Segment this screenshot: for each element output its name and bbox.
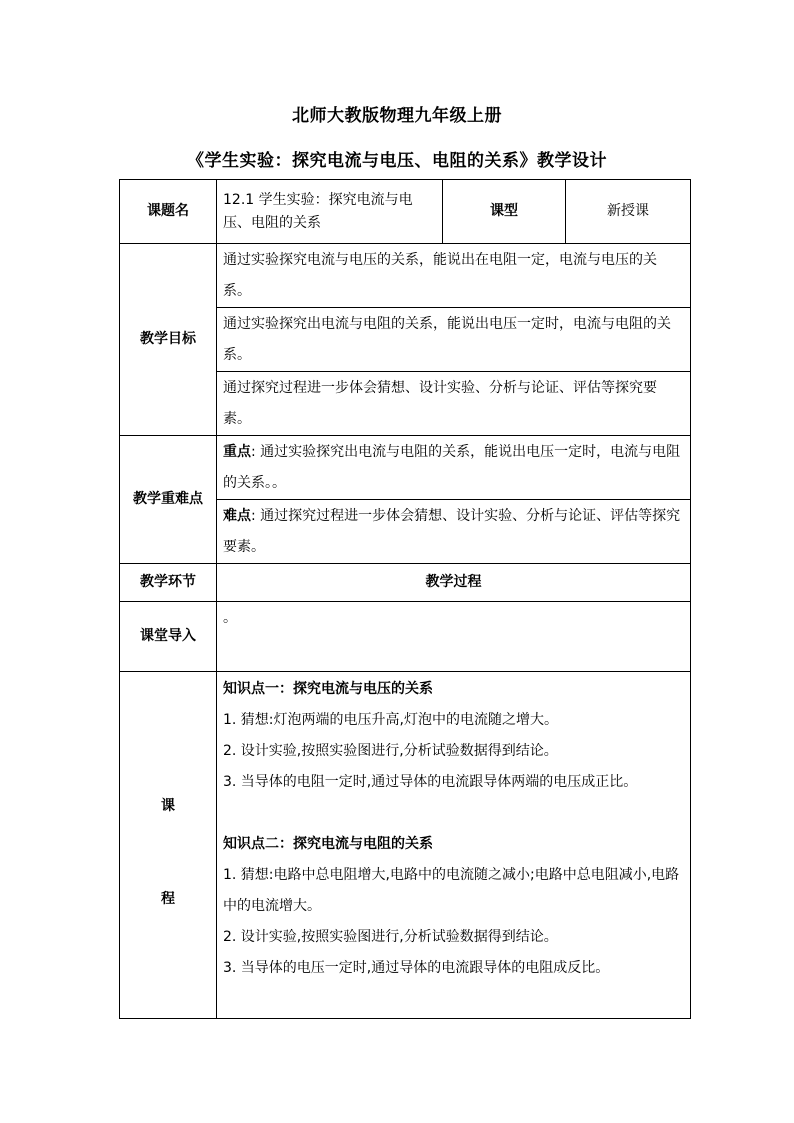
goal-item: 通过实验探究出电流与电阻的关系，能说出电压一定时，电流与电阻的关系。 — [217, 308, 691, 372]
key-point-label: 重点 — [223, 444, 251, 460]
section-header-row — [120, 564, 691, 602]
key-point-row — [120, 436, 691, 500]
knowledge-point-1-item: 2. 设计实验,按照实验图进行,分析试验数据得到结论。 — [223, 743, 558, 759]
course-row — [120, 672, 691, 1019]
goal-item: 通过实验探究电流与电压的关系，能说出在电阻一定，电流与电压的关系。 — [217, 244, 691, 308]
key-point-text: : 通过实验探究出电流与电阻的关系，能说出电压一定时，电流与电阻的关系。。 — [223, 444, 681, 491]
key-difficult-label: 教学重难点 — [120, 436, 217, 564]
intro-row — [120, 602, 691, 672]
course-label-char: 程 — [161, 891, 175, 907]
knowledge-point-2-item: 2. 设计实验,按照实验图进行,分析试验数据得到结论。 — [223, 929, 558, 945]
goal-item: 通过探究过程进一步体会猜想、设计实验、分析与论证、评估等探究要素。 — [217, 372, 691, 436]
process-label: 教学过程 — [217, 564, 691, 602]
section-label: 教学环节 — [120, 564, 217, 602]
key-point — [217, 436, 691, 500]
course-label — [120, 672, 217, 1019]
knowledge-point-2-item: 3. 当导体的电压一定时,通过导体的电流跟导体的电阻成反比。 — [223, 960, 610, 976]
topic-row — [120, 180, 691, 244]
knowledge-point-2-title: 知识点二：探究电流与电阻的关系 — [223, 836, 433, 852]
document-subtitle: 《学生实验：探究电流与电压、电阻的关系》教学设计 — [187, 151, 607, 171]
goals-label: 教学目标 — [120, 244, 217, 436]
knowledge-point-1-item: 3. 当导体的电阻一定时,通过导体的电流跟导体两端的电压成正比。 — [223, 774, 638, 790]
difficulty-text: : 通过探究过程进一步体会猜想、设计实验、分析与论证、评估等探究要素。 — [223, 508, 681, 555]
course-label-char: 课 — [161, 798, 175, 814]
topic-label: 课题名 — [120, 180, 217, 244]
intro-label: 课堂导入 — [120, 602, 217, 672]
document-title: 北师大教版物理九年级上册 — [292, 106, 502, 126]
knowledge-point-1-item: 1. 猜想:灯泡两端的电压升高,灯泡中的电流随之增大。 — [223, 712, 558, 728]
lesson-plan-table — [119, 179, 691, 1019]
difficulty-point — [217, 500, 691, 564]
course-content — [217, 672, 691, 1019]
knowledge-point-2-item: 1. 猜想:电路中总电阻增大,电路中的电流随之减小;电路中总电阻减小,电路中的电流增大。 — [223, 867, 680, 914]
goal-row — [120, 244, 691, 308]
type-label: 课型 — [443, 180, 566, 244]
knowledge-point-1-title: 知识点一：探究电流与电压的关系 — [223, 681, 433, 697]
topic-value: 12.1 学生实验：探究电流与电压、电阻的关系 — [217, 180, 443, 244]
intro-text: 。 — [217, 602, 691, 672]
type-value: 新授课 — [566, 180, 691, 244]
difficulty-label: 难点 — [223, 508, 251, 524]
